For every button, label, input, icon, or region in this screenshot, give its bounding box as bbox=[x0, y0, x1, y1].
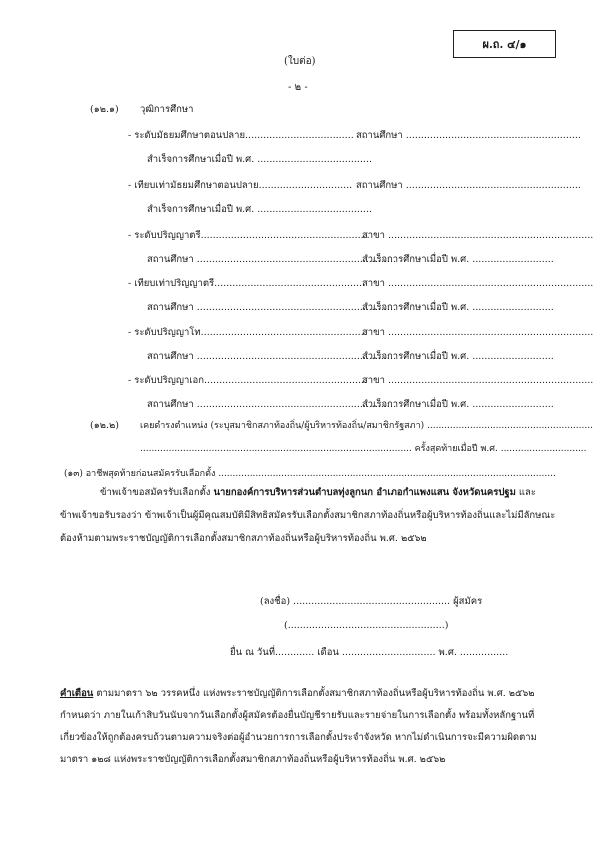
warning-text: ตามมาตรา ๖๒ วรรคหนึ่ง แห่งพระราชบัญญัติการเลือกตั้งสมาชิกสภาท้องถิ่นหรือผู้บริหารท้องถิ่น พ.ศ. ๒๕๖๒ กำหนดว่า ภายในเก้าสิบวันนับจากวันเลือกตั้งผู้สมัครต้องยื่นบัญชีรายรับและรายจ่ายในการเลือกตั้ง พร้อมทั้งหลักฐานที่เกี่ยวข้องให้ถูกต้องครบถ้วนตามความจริงต่อผู้อำนวยการการเลือกตั้งประจำจังหวัด หากไม่ดำเนินการจะมีความผิดตามมาตรา ๑๒๘ แห่งพระราชบัญญัติการเลือกตั้งสมาชิกสภาท้องถิ่นหรือผู้บริหารท้องถิ่น พ.ศ. ๒๕๖๒ bbox=[60, 688, 537, 765]
edu-row-11-right: สาขา .................................................................... bbox=[362, 375, 594, 386]
edu-row-10-right: สำเร็จการศึกษาเมื่อปี พ.ศ. ........................... bbox=[362, 351, 554, 362]
edu-row-1-right: สถานศึกษา .......................................................... bbox=[356, 130, 581, 141]
edu-row-8-left: สถานศึกษา .................................................................. bbox=[147, 302, 397, 313]
signature-line: (ลงชื่อ) .................................................... ผู้สมัคร bbox=[260, 596, 483, 607]
edu-row-8-right: สำเร็จการศึกษาเมื่อปี พ.ศ. ........................... bbox=[362, 302, 554, 313]
position-section-label: (๑๒.๒) bbox=[90, 420, 119, 431]
warning-label: คำเตือน bbox=[60, 688, 94, 699]
edu-row-6-left: สถานศึกษา .................................................................. bbox=[147, 254, 397, 265]
edu-row-3-right: สถานศึกษา .......................................................... bbox=[356, 180, 581, 191]
form-code: ผ.ถ. ๔/๑ bbox=[482, 38, 527, 51]
declaration-paragraph bbox=[60, 481, 560, 550]
declaration-part-2: และข้าพเจ้าขอรับรองว่า ข้าพเจ้าเป็นผู้มีคุณสมบัติมีสิทธิสมัครรับเลือกตั้งสมาชิกสภาท้องถิ่นหรือผู้บริหารท้องถิ่นและไม่มีลักษณะต้องห้ามตามพระราชบัญญัติการเลือกตั้งสมาชิกสภาท้องถิ่นหรือผู้บริหารท้องถิ่น พ.ศ. ๒๕๖๒ bbox=[60, 487, 556, 544]
page-number: - ๒ - bbox=[288, 82, 308, 93]
edu-row-9-left: - ระดับปริญญาโท....................................................... bbox=[128, 327, 367, 338]
position-text: เคยดำรงตำแหน่ง (ระบุสมาชิกสภาท้องถิ่น/ผู้บริหารท้องถิ่น/สมาชิกรัฐสภา) .......................................................... bbox=[140, 421, 593, 431]
education-section-title: วุฒิการศึกษา bbox=[140, 104, 194, 115]
education-section-label: (๑๒.๑) bbox=[90, 104, 119, 115]
edu-row-3-left: - เทียบเท่ามัธยมศึกษาตอนปลาย............................... bbox=[128, 180, 353, 191]
edu-row-7-left: - เทียบเท่าปริญญาตรี.................................................. bbox=[128, 278, 366, 289]
declaration-part-1: ข้าพเจ้าขอสมัครรับเลือกตั้ง bbox=[100, 487, 214, 498]
edu-row-6-right: สำเร็จการศึกษาเมื่อปี พ.ศ. ........................... bbox=[362, 254, 554, 265]
form-code-box bbox=[453, 30, 556, 58]
candidate-name-line: (....................................................) bbox=[284, 620, 449, 631]
declaration-position: นายกองค์การบริหารส่วนตำบลทุ่งลูกนก อำเภอกำแพงแสน จังหวัดนครปฐม bbox=[213, 487, 516, 498]
edu-row-12-left: สถานศึกษา .................................................................. bbox=[147, 399, 397, 410]
edu-row-5-right: สาขา .................................................................... bbox=[362, 230, 594, 241]
edu-row-5-left: - ระดับปริญญาตรี........................................................ bbox=[128, 230, 370, 241]
edu-row-10-left: สถานศึกษา .................................................................. bbox=[147, 351, 397, 362]
edu-row-2-left: สำเร็จการศึกษาเมื่อปี พ.ศ. ...................................... bbox=[147, 154, 372, 165]
edu-row-9-right: สาขา .................................................................... bbox=[362, 327, 594, 338]
continued-label: (ใบต่อ) bbox=[284, 56, 316, 67]
submission-date-line: ยื่น ณ วันที่............. เดือน ............................... พ.ศ. ................ bbox=[230, 647, 509, 658]
edu-row-11-left: - ระดับปริญญาเอก...................................................... bbox=[128, 375, 368, 386]
edu-row-1-left: - ระดับมัธยมศึกษาตอนปลาย.................................... bbox=[128, 130, 354, 141]
occupation-line: (๑๓) อาชีพสุดท้ายก่อนสมัครรับเลือกตั้ง ...................................................................................................................... bbox=[64, 469, 556, 479]
edu-row-12-right: สำเร็จการศึกษาเมื่อปี พ.ศ. ........................... bbox=[362, 399, 554, 410]
edu-row-4-left: สำเร็จการศึกษาเมื่อปี พ.ศ. ...................................... bbox=[147, 204, 372, 215]
position-line-2: ............................................................................................... ครั้งสุดท้ายเมื่อปี พ.ศ. .............................. bbox=[140, 444, 587, 454]
edu-row-7-right: สาขา .................................................................... bbox=[362, 278, 594, 289]
warning-paragraph bbox=[60, 683, 560, 771]
